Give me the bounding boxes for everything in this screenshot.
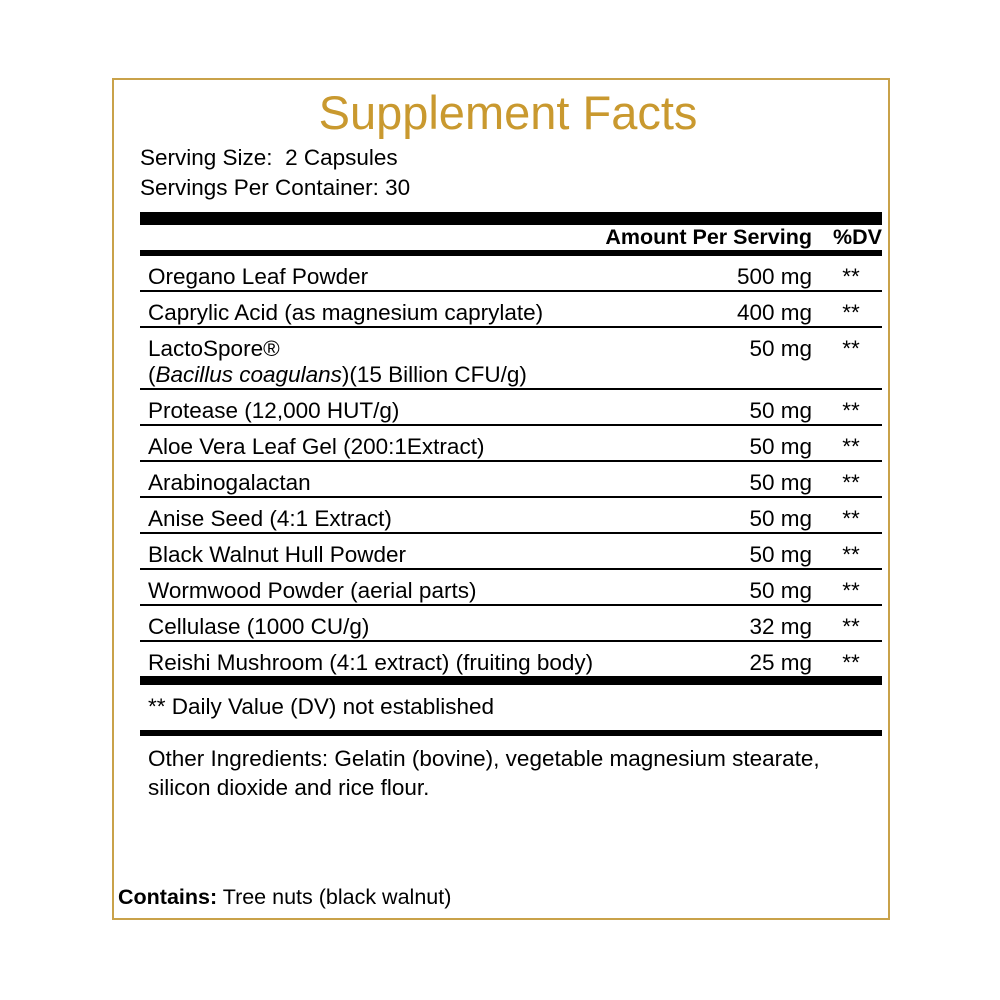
ingredient-dv: ** bbox=[820, 569, 882, 605]
ingredient-name: LactoSpore® bbox=[140, 327, 662, 362]
ingredient-amount: 50 mg bbox=[662, 327, 820, 362]
table-row bbox=[140, 425, 882, 461]
table-header-row bbox=[140, 225, 882, 250]
table-row bbox=[140, 497, 882, 533]
table-row bbox=[140, 389, 882, 425]
ingredient-dv: ** bbox=[820, 327, 882, 362]
ingredient-amount: 50 mg bbox=[662, 461, 820, 497]
ingredient-amount: 25 mg bbox=[662, 641, 820, 676]
serving-size: Serving Size: 2 Capsules bbox=[140, 145, 398, 171]
header-spacer bbox=[140, 225, 480, 250]
other-ingredients: Other Ingredients: Gelatin (bovine), vegetable magnesium stearate, silicon dioxide and rice flour. bbox=[148, 745, 820, 800]
ingredient-dv: ** bbox=[820, 461, 882, 497]
table-row bbox=[140, 641, 882, 676]
ingredient-name: Aloe Vera Leaf Gel (200:1Extract) bbox=[140, 425, 662, 461]
ingredient-dv: ** bbox=[820, 641, 882, 676]
subtext-prefix: ( bbox=[148, 361, 156, 387]
ingredient-name: Cellulase (1000 CU/g) bbox=[140, 605, 662, 641]
ingredient-amount: 50 mg bbox=[662, 569, 820, 605]
ingredient-amount: 500 mg bbox=[736, 263, 812, 289]
table-row bbox=[140, 569, 882, 605]
ingredient-name: Arabinogalactan bbox=[140, 461, 662, 497]
supplement-facts-table bbox=[140, 225, 882, 250]
supplement-facts-content bbox=[140, 88, 882, 802]
contains-value: Tree nuts (black walnut) bbox=[222, 885, 452, 909]
daily-value-note: ** Daily Value (DV) not established bbox=[148, 693, 495, 719]
header-dv: %DV bbox=[833, 224, 882, 249]
ingredient-name: Anise Seed (4:1 Extract) bbox=[140, 497, 662, 533]
contains-statement bbox=[118, 885, 451, 910]
ingredient-name: Protease (12,000 HUT/g) bbox=[140, 389, 662, 425]
ingredient-amount: 400 mg bbox=[662, 291, 820, 327]
ingredients-table bbox=[140, 256, 882, 676]
ingredient-dv: ** bbox=[820, 533, 882, 569]
divider-below-ingredients bbox=[140, 676, 882, 685]
ingredient-name: Caprylic Acid (as magnesium caprylate) bbox=[140, 291, 662, 327]
page-title: Supplement Facts bbox=[318, 86, 698, 139]
ingredient-amount: 32 mg bbox=[662, 605, 820, 641]
ingredient-name: Black Walnut Hull Powder bbox=[140, 533, 662, 569]
ingredient-amount: 50 mg bbox=[662, 497, 820, 533]
subtext-suffix: )(15 Billion CFU/g) bbox=[341, 361, 527, 387]
table-row bbox=[140, 605, 882, 641]
ingredient-subtext bbox=[140, 362, 882, 389]
ingredient-amount: 50 mg bbox=[662, 425, 820, 461]
table-row bbox=[140, 256, 882, 291]
ingredient-name: Wormwood Powder (aerial parts) bbox=[140, 569, 662, 605]
table-row bbox=[140, 533, 882, 569]
ingredient-dv: ** bbox=[842, 263, 860, 289]
ingredient-name: Reishi Mushroom (4:1 extract) (fruiting body) bbox=[140, 641, 662, 676]
ingredient-dv: ** bbox=[820, 389, 882, 425]
divider-thick-top bbox=[140, 212, 882, 225]
servings-per-container: Servings Per Container: 30 bbox=[140, 175, 411, 201]
header-amount-per-serving: Amount Per Serving bbox=[605, 224, 812, 249]
table-row-subtext bbox=[140, 362, 882, 389]
ingredient-name: Oregano Leaf Powder bbox=[148, 263, 369, 289]
table-row bbox=[140, 461, 882, 497]
ingredient-amount: 50 mg bbox=[662, 389, 820, 425]
contains-label: Contains: bbox=[118, 885, 218, 909]
ingredient-amount: 50 mg bbox=[662, 533, 820, 569]
ingredient-dv: ** bbox=[820, 425, 882, 461]
ingredient-dv: ** bbox=[820, 605, 882, 641]
subtext-italic: Bacillus coagulans bbox=[155, 361, 342, 387]
table-row bbox=[140, 327, 882, 362]
ingredient-dv: ** bbox=[820, 291, 882, 327]
ingredient-dv: ** bbox=[820, 497, 882, 533]
table-row bbox=[140, 291, 882, 327]
